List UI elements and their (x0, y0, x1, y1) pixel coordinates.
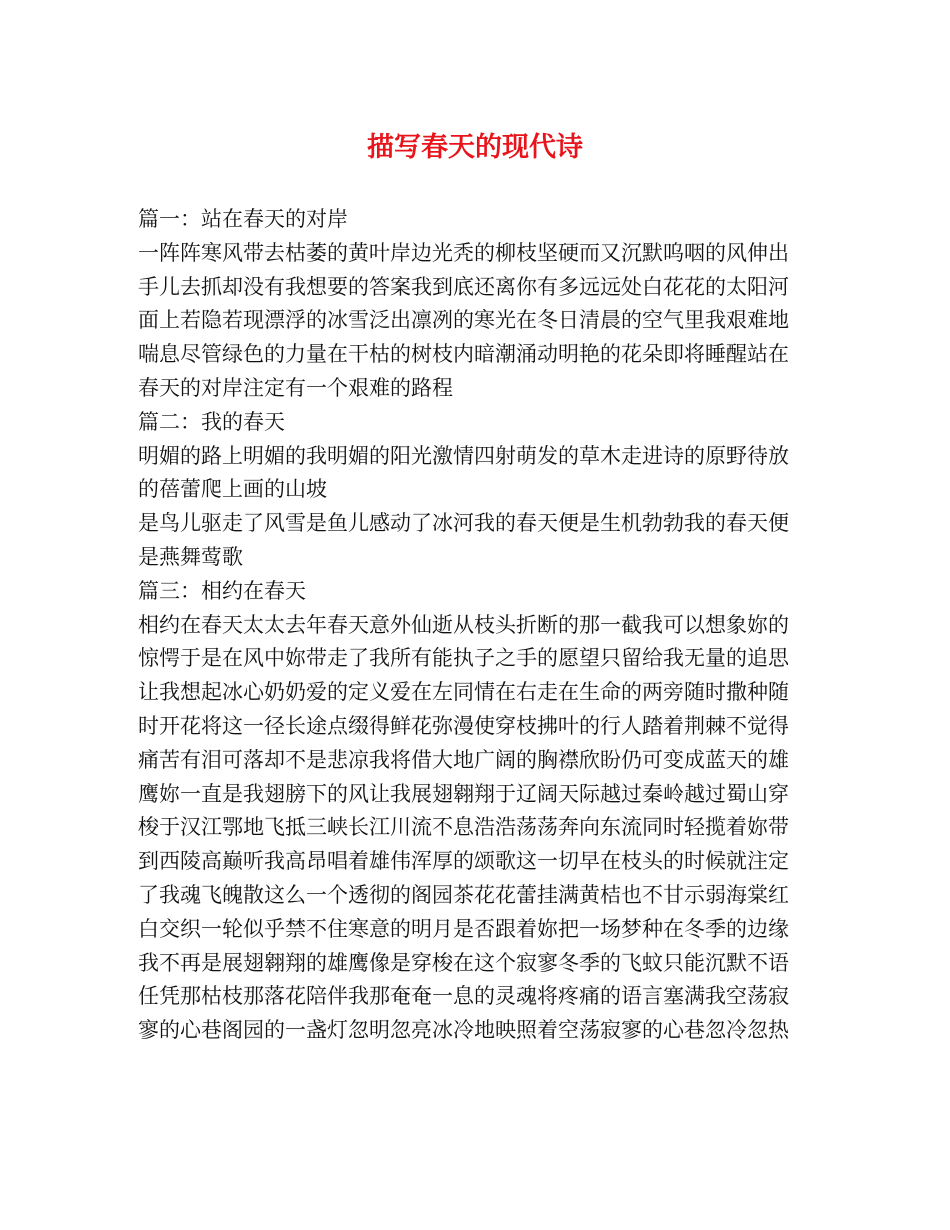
paragraph-line: 春天的对岸注定有一个艰难的路程 (138, 375, 453, 400)
document-body (138, 203, 814, 1048)
paragraph-line: 的蓓蕾爬上画的山坡 (138, 477, 327, 502)
paragraph-line: 一阵阵寒风带去枯萎的黄叶岸边光秃的柳枝坚硬而又沉默呜咽的风伸出 (138, 240, 789, 265)
paragraph-line: 让我想起冰心奶奶爱的定义爱在左同情在右走在生命的两旁随时撒种随 (138, 680, 789, 705)
section-heading-3: 篇三：相约在春天 (138, 578, 306, 603)
paragraph-line: 到西陵高巅听我高昂唱着雄伟浑厚的颂歌这一切早在枝头的时候就注定 (138, 849, 789, 874)
paragraph-line: 是燕舞莺歌 (138, 544, 243, 569)
section-heading-1: 篇一：站在春天的对岸 (138, 207, 348, 231)
paragraph-line: 鹰妳一直是我翅膀下的风让我展翅翱翔于辽阔天际越过秦岭越过蜀山穿 (138, 781, 789, 806)
paragraph-line: 是鸟儿驱走了风雪是鱼儿感动了冰河我的春天便是生机勃勃我的春天便 (138, 511, 789, 536)
paragraph-line: 任凭那枯枝那落花陪伴我那奄奄一息的灵魂将疼痛的语言塞满我空荡寂 (138, 984, 789, 1009)
paragraph-line: 白交织一轮似乎禁不住寒意的明月是否跟着妳把一场梦种在冬季的边缘 (138, 916, 789, 941)
paragraph-line: 时开花将这一径长途点缀得鲜花弥漫使穿枝拂叶的行人踏着荆棘不觉得 (138, 713, 789, 738)
paragraph-line: 明媚的路上明媚的我明媚的阳光激情四射萌发的草木走进诗的原野待放 (138, 443, 789, 468)
document-title: 描写春天的现代诗 (367, 132, 583, 163)
paragraph-line: 痛苦有泪可落却不是悲凉我将借大地广阔的胸襟欣盼仍可变成蓝天的雄 (138, 747, 789, 772)
paragraph-line: 寥的心巷阁园的一盏灯忽明忽亮冰冷地映照着空荡寂寥的心巷忽冷忽热 (138, 1018, 789, 1043)
paragraph-line: 喘息尽管绿色的力量在干枯的树枝内暗潮涌动明艳的花朵即将睡醒站在 (138, 342, 789, 367)
paragraph-line: 了我魂飞魄散这么一个透彻的阁园茶花花蕾挂满黄桔也不甘示弱海棠红 (138, 882, 789, 907)
paragraph-line: 相约在春天太太去年春天意外仙逝从枝头折断的那一截我可以想象妳的 (138, 612, 789, 637)
paragraph-line: 惊愕于是在风中妳带走了我所有能执子之手的愿望只留给我无量的追思 (138, 646, 789, 671)
paragraph-line: 梭于汉江鄂地飞抵三峡长江川流不息浩浩荡荡奔向东流同时轻揽着妳带 (138, 815, 789, 840)
paragraph-line: 面上若隐若现漂浮的冰雪泛出凛冽的寒光在冬日清晨的空气里我艰难地 (138, 308, 789, 333)
paragraph-line: 手儿去抓却没有我想要的答案我到底还离你有多远远处白花花的太阳河 (138, 274, 789, 299)
section-heading-2: 篇二：我的春天 (138, 409, 285, 434)
paragraph-line: 我不再是展翅翱翔的雄鹰像是穿梭在这个寂寥冬季的飞蚊只能沉默不语 (138, 950, 789, 975)
